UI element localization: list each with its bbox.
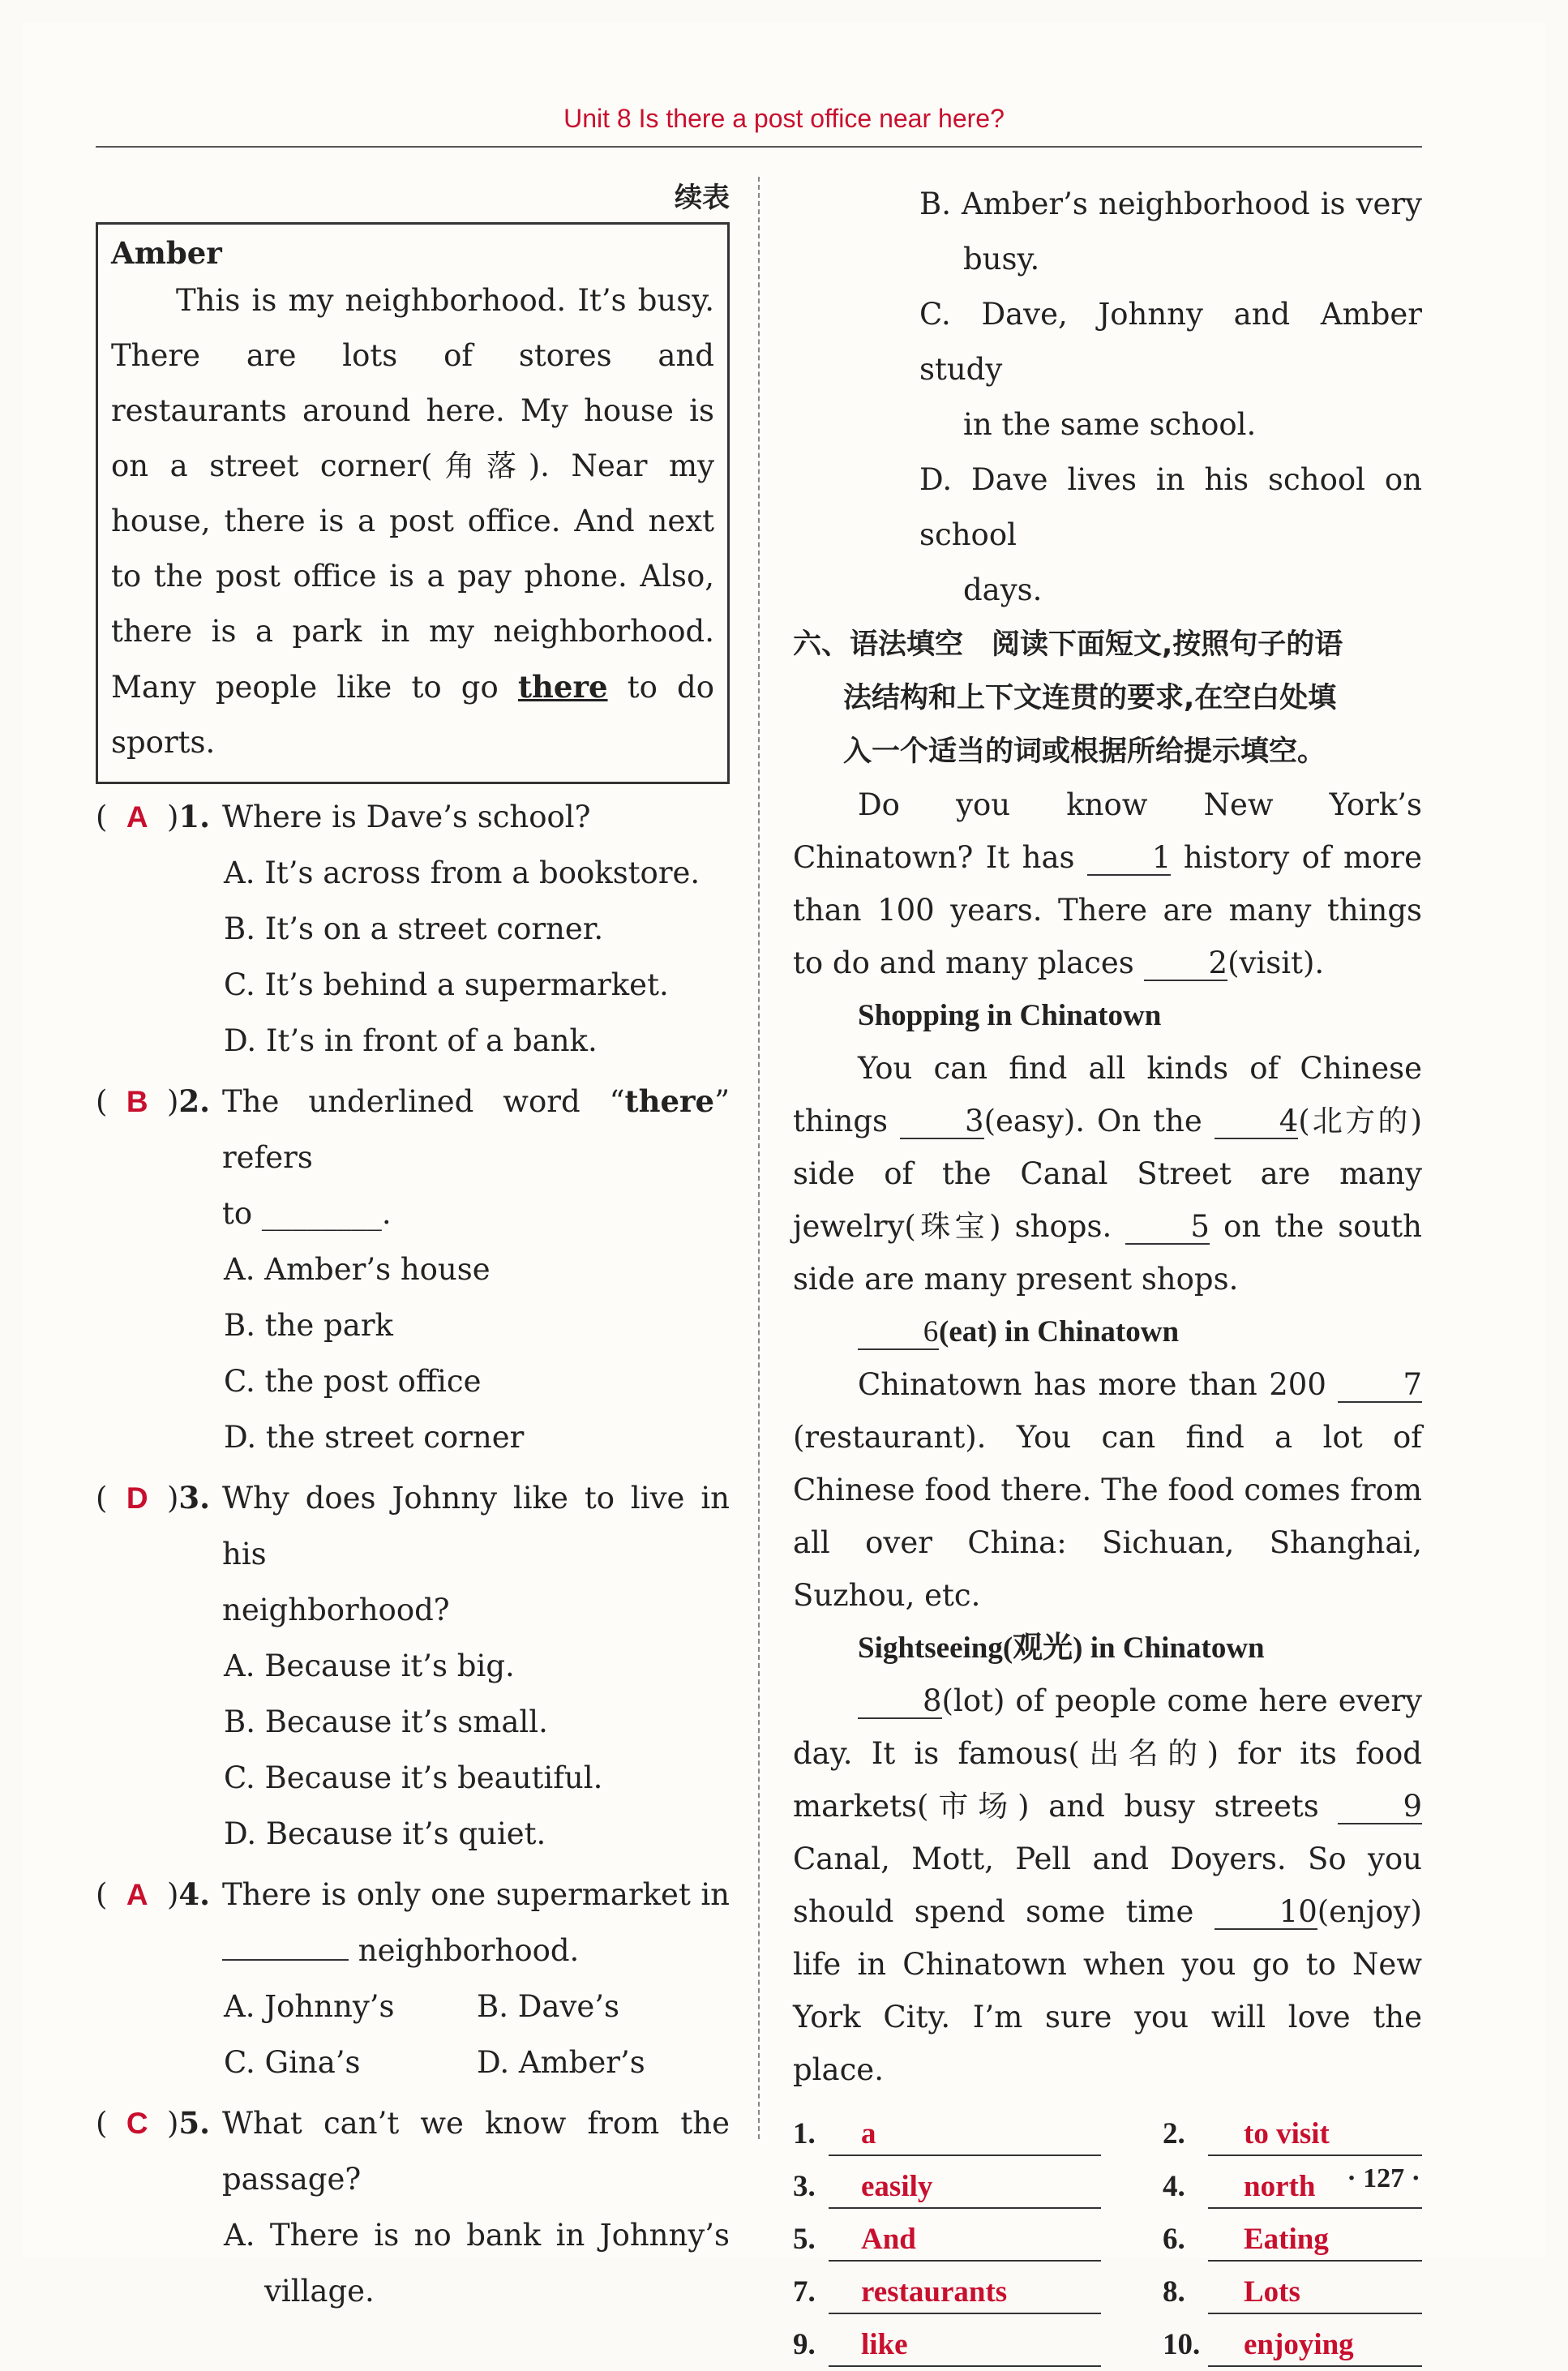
blank-3: 3 [900,1105,984,1139]
question-text: There is only one supermarket in [222,1877,730,1912]
passage-text: (enjoy) life in Chinatown when you go to New York City. I’m sure you will love the place. [793,1894,1422,2087]
answer-number: 5. [793,2223,816,2256]
answer-letter: C [126,2107,148,2140]
answer-number: 7. [793,2275,816,2309]
option-b: B. Dave’s [477,1989,619,2024]
option-a: A. Amber’s house [224,1252,491,1287]
answer-value: enjoying [1208,2325,1422,2367]
option-d: D. the street corner [224,1420,525,1455]
passage-text: on the south side are many present shops. [793,1209,1422,1297]
section-heading-line: 入一个适当的词或根据所给提示填空。 [843,735,1326,768]
question-text-cont: to ________. [222,1196,392,1231]
option-row [96,2034,730,2090]
question-3 [96,1470,730,1862]
blank-10: 10 [1215,1896,1317,1930]
answer-number: 10. [1163,2328,1201,2361]
answer-grid [793,2107,1422,2371]
continued-label: 续表 [675,182,730,214]
option-a: A. There is no bank in Johnny’s [224,2218,730,2253]
amber-box [96,222,730,784]
question-text-part: The underlined word “ [222,1084,625,1119]
answer-row [793,2266,1422,2318]
answer-row [793,2318,1422,2371]
option-c-cont: in the same school. [963,407,1257,442]
page-header: Unit 8 Is there a post office near here? [563,104,1005,133]
blank-9: 9 [1338,1790,1422,1824]
answer-number: 4. [1163,2170,1185,2203]
page-number: · 127 · [1347,2163,1420,2193]
option-b: B. Because it’s small. [224,1704,548,1739]
option-b: B. the park [224,1308,393,1343]
question-text-cont: passage? [222,2162,362,2197]
passage-paragraph [793,1358,1422,1622]
question-number: 2. [178,1083,211,1119]
blank-2: 2 [1144,947,1228,981]
blank-6: 6 [858,1316,939,1350]
answer-cell [1163,2266,1422,2318]
question-number: 3. [178,1480,211,1516]
answer-row [793,2213,1422,2266]
box-text-before: This is my neighborhood. It’s busy. There are lots of stores and restaurants around here. My house is on a street corner(角落). Near my house, there is a post office. And next to the post office is a pay phone. Also, there is a park in my neighborhood. Many people like to go [111,283,714,705]
passage-subtitle: Sightseeing(观光) in Chinatown [858,1631,1265,1665]
option-d: D. Because it’s quiet. [224,1816,546,1851]
blank-5: 5 [1125,1211,1210,1245]
option-b-cont: busy. [963,242,1040,277]
passage-text: (restaurant). You can find a lot of Chinese food there. The food comes from all over China: Sichuan, Shanghai, Suzhou, etc. [793,1420,1422,1613]
question-number: 4. [178,1876,211,1912]
passage-subtitle-text: (eat) in Chinatown [939,1315,1180,1348]
answer-value: easily [829,2167,1101,2209]
answer-cell [793,2318,1163,2371]
question-text-cont: neighborhood? [222,1593,450,1627]
passage-text: You can find all kinds of Chinese things [793,1051,1422,1138]
blank-1: 1 [1087,842,1172,876]
answer-number: 2. [1163,2117,1185,2150]
passage-subtitle [793,1306,1422,1358]
blank-8: 8 [858,1685,942,1719]
passage-text: Do you know New York’s Chinatown? It has [793,787,1422,875]
answer-cell [1163,2318,1422,2371]
option-c: C. the post office [224,1364,482,1399]
passage-text: (easy). On the [983,1104,1215,1138]
answer-letter: A [126,800,148,834]
answer-cell [793,2160,1163,2213]
question-text: Why does Johnny like to live in his [222,1481,730,1571]
section-6-heading [793,618,1422,778]
passage-text: history of more than 100 years. There are many things to do and many places [793,840,1422,980]
section-heading-line: 六、语法填空 阅读下面短文,按照句子的语 [793,628,1343,661]
question-text: Where is Dave’s school? [222,800,591,834]
option-b: B. Amber’s neighborhood is very [919,187,1422,221]
passage-paragraph [793,1674,1422,2096]
underlined-word: there [517,669,608,705]
passage-paragraph [793,1042,1422,1306]
option-d: D. Dave lives in his school on school [919,462,1422,552]
question-4 [96,1867,730,2090]
question-5 [96,2095,730,2319]
column-divider [758,177,760,2139]
answer-slot: ( D )3. [96,1470,222,1582]
answer-letter: D [126,1481,148,1515]
answer-number: 9. [793,2328,816,2361]
question-number: 1. [178,799,211,834]
answer-row [793,2107,1422,2160]
header-rule [96,146,1422,148]
blank-line [222,1933,349,1961]
answer-value: to visit [1208,2114,1422,2156]
answer-value: Eating [1208,2219,1422,2262]
blank-7: 7 [1338,1369,1422,1403]
blank-4: 4 [1215,1105,1299,1139]
answer-letter: A [126,1878,148,1911]
answer-cell [1163,2107,1422,2160]
option-a: A. Because it’s big. [224,1649,515,1683]
option-c: C. Gina’s [224,2045,361,2080]
section-heading-line: 法结构和上下文连贯的要求,在空白处填 [843,682,1337,714]
passage-text: (visit). [1227,945,1325,980]
answer-slot: ( A )1. [96,789,222,845]
answer-slot: ( B )2. [96,1074,222,1186]
answer-cell [793,2266,1163,2318]
option-c: C. Because it’s beautiful. [224,1760,603,1795]
option-row [96,1979,730,2034]
passage-text: Chinatown has more than 200 [858,1367,1339,1402]
answer-value: Lots [1208,2272,1422,2314]
option-a-cont: village. [264,2274,375,2309]
answer-value: And [829,2219,1101,2262]
answer-number: 8. [1163,2275,1185,2309]
question-text-cont [96,1923,730,1979]
answer-number: 3. [793,2170,816,2203]
question-2 [96,1074,730,1465]
question-1 [96,789,730,1069]
left-column [96,177,730,2319]
answer-value: a [829,2114,1101,2156]
answer-number: 1. [793,2117,816,2150]
option-d: D. It’s in front of a bank. [224,1023,598,1058]
option-a: A. Johnny’s [224,1989,395,2024]
answer-slot: ( C )5. [96,2095,222,2151]
box-text [111,273,714,770]
question-keyword: there [624,1083,715,1119]
answer-cell [1163,2213,1422,2266]
passage-text: (lot) of people come here every day. It is famous(出名的) for its food markets(市场) and busy streets [793,1683,1422,1824]
option-b: B. It’s on a street corner. [224,911,604,946]
option-a: A. It’s across from a bookstore. [224,855,700,890]
answer-row [793,2160,1422,2213]
question-text [222,1074,730,1186]
question-text-part: neighborhood. [358,1933,580,1968]
answer-value: north [1208,2167,1422,2209]
option-d: D. Amber’s [477,2045,645,2080]
question-text: What can’t we know from the [222,2106,730,2141]
question-number: 5. [178,2105,211,2141]
answer-slot: ( A )4. [96,1867,222,1923]
box-text-after: to do sports. [111,670,714,760]
answer-cell [793,2213,1163,2266]
right-column [793,177,1422,2371]
answer-value: restaurants [829,2272,1101,2314]
answer-letter: B [126,1085,148,1118]
box-title: Amber [111,235,222,271]
question-text-part: ” refers [222,1084,730,1175]
option-c: C. It’s behind a supermarket. [224,967,669,1002]
option-d-cont: days. [963,572,1043,607]
answer-cell [793,2107,1163,2160]
passage-subtitle: Shopping in Chinatown [858,999,1162,1032]
answer-number: 6. [1163,2223,1185,2256]
cloze-passage [793,778,1422,2096]
passage-paragraph [793,778,1422,989]
option-c: C. Dave, Johnny and Amber study [919,297,1422,387]
answer-value: like [829,2325,1101,2367]
passage-text: Canal, Mott, Pell and Doyers. So you should spend some time [793,1841,1422,1929]
passage-text: (北方的) side of the Canal Street are many jewelry(珠宝) shops. [793,1104,1423,1244]
